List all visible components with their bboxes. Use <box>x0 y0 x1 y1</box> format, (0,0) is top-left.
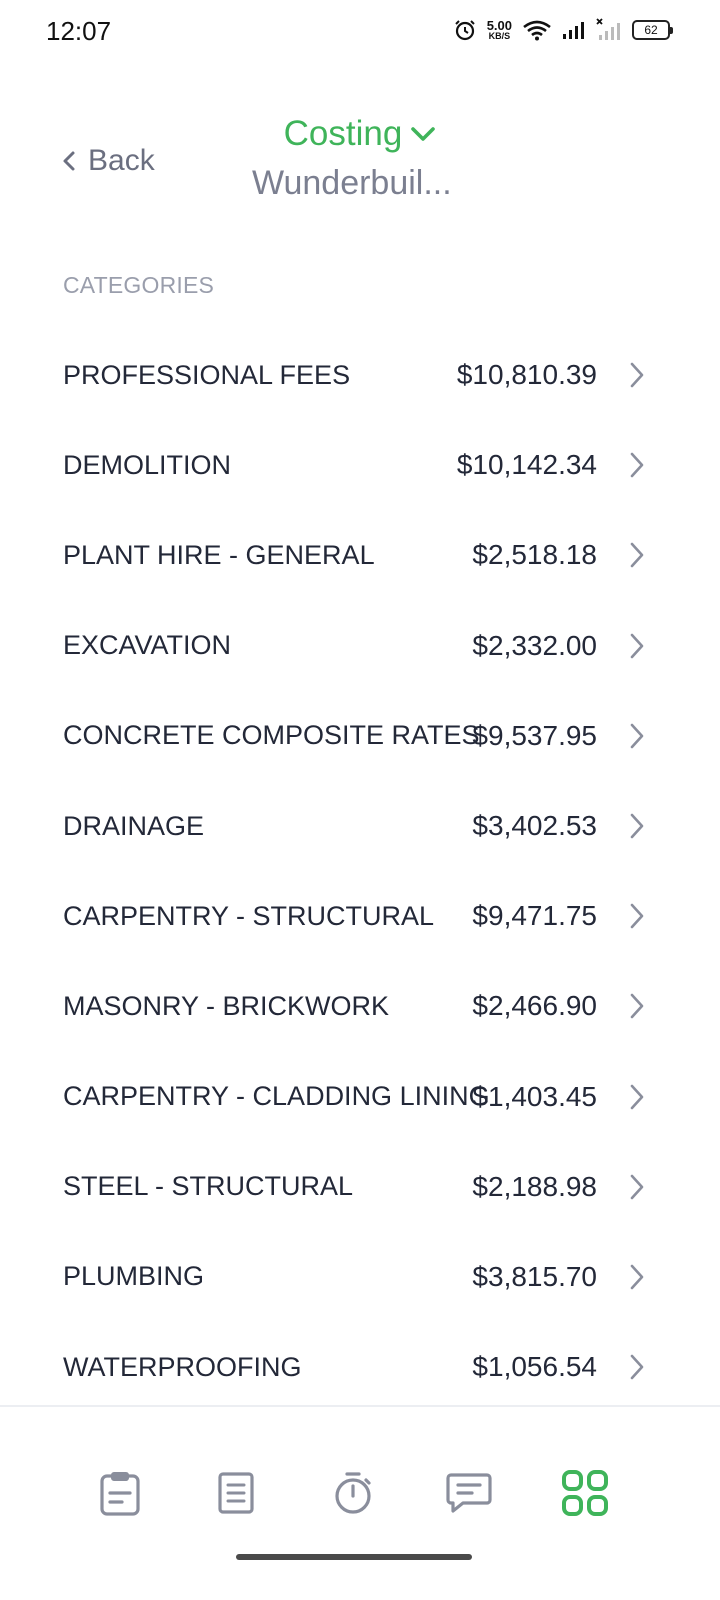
chevron-right-icon <box>626 1172 648 1202</box>
status-bar <box>0 0 720 64</box>
category-label: DEMOLITION <box>63 449 232 480</box>
category-amount: $2,188.98 <box>472 1170 597 1202</box>
wifi-icon <box>522 19 552 41</box>
category-row[interactable] <box>0 601 720 691</box>
category-label: DRAINAGE <box>63 810 205 841</box>
chevron-right-icon <box>626 991 648 1021</box>
nav-item-more[interactable] <box>555 1463 615 1523</box>
document-icon <box>216 1471 256 1515</box>
category-amount: $2,466.90 <box>472 990 597 1022</box>
costing-dropdown[interactable] <box>250 114 470 154</box>
chat-icon <box>445 1471 493 1515</box>
category-row[interactable] <box>0 1142 720 1232</box>
category-label: CARPENTRY - STRUCTURAL <box>63 900 435 931</box>
category-label: WATERPROOFING <box>63 1351 302 1382</box>
bottom-nav-items <box>0 1463 720 1523</box>
chevron-right-icon <box>626 901 648 931</box>
clipboard-icon <box>98 1469 142 1517</box>
category-row[interactable] <box>0 1322 720 1412</box>
title-group <box>250 114 470 203</box>
category-row[interactable] <box>0 330 720 420</box>
nav-item-documents[interactable] <box>206 1463 266 1523</box>
category-row[interactable] <box>0 691 720 781</box>
chevron-right-icon <box>626 721 648 751</box>
back-button[interactable] <box>62 144 155 178</box>
chevron-right-icon <box>626 811 648 841</box>
category-row[interactable] <box>0 781 720 871</box>
category-label: MASONRY - BRICKWORK <box>63 990 390 1021</box>
nav-item-timer[interactable] <box>323 1463 383 1523</box>
status-icons <box>453 18 670 42</box>
category-list <box>0 330 720 1412</box>
home-indicator[interactable] <box>236 1554 472 1560</box>
chevron-down-icon <box>410 125 436 143</box>
category-row[interactable] <box>0 871 720 961</box>
bottom-nav <box>0 1405 720 1600</box>
grid-icon <box>561 1469 609 1517</box>
category-label: EXCAVATION <box>63 630 232 661</box>
project-name: Wunderbuil... <box>252 164 452 202</box>
page-title: Costing <box>283 114 403 153</box>
category-label: PROFESSIONAL FEES <box>63 359 351 390</box>
chevron-right-icon <box>626 1352 648 1382</box>
chevron-right-icon <box>626 1082 648 1112</box>
net-speed <box>487 19 512 41</box>
net-speed-unit: KB/S <box>488 31 511 41</box>
back-label: Back <box>88 144 155 177</box>
nav-item-tasks[interactable] <box>90 1463 150 1523</box>
signal-off-icon <box>596 18 622 42</box>
category-label: CONCRETE COMPOSITE RATES <box>63 720 480 751</box>
chevron-right-icon <box>626 540 648 570</box>
category-row[interactable] <box>0 1052 720 1142</box>
section-label: CATEGORIES <box>63 272 215 298</box>
chevron-right-icon <box>626 631 648 661</box>
status-time: 12:07 <box>46 16 112 46</box>
category-label: CARPENTRY - CLADDING LINING <box>63 1081 490 1112</box>
chevron-right-icon <box>626 1262 648 1292</box>
chevron-right-icon <box>626 360 648 390</box>
category-amount: $3,402.53 <box>472 810 597 842</box>
category-amount: $1,403.45 <box>472 1080 597 1112</box>
category-label: STEEL - STRUCTURAL <box>63 1171 354 1202</box>
header <box>0 100 720 230</box>
chevron-left-icon <box>62 150 76 172</box>
category-amount: $9,537.95 <box>472 719 597 751</box>
category-amount: $10,810.39 <box>456 359 597 391</box>
chevron-right-icon <box>626 450 648 480</box>
category-row[interactable] <box>0 510 720 600</box>
category-row[interactable] <box>0 1232 720 1322</box>
category-amount: $3,815.70 <box>472 1260 597 1292</box>
category-label: PLUMBING <box>63 1261 205 1292</box>
timer-icon <box>332 1470 374 1516</box>
category-row[interactable] <box>0 420 720 510</box>
category-label: PLANT HIRE - GENERAL <box>63 539 375 570</box>
category-amount: $2,518.18 <box>472 539 597 571</box>
alarm-icon <box>453 18 477 42</box>
battery-indicator: 62 <box>632 20 670 40</box>
category-amount: $1,056.54 <box>472 1351 597 1383</box>
category-amount: $10,142.34 <box>456 449 597 481</box>
category-amount: $2,332.00 <box>472 629 597 661</box>
net-speed-value: 5.00 <box>486 18 512 33</box>
nav-item-messages[interactable] <box>439 1463 499 1523</box>
category-amount: $9,471.75 <box>472 900 597 932</box>
signal-icon <box>562 19 586 41</box>
category-row[interactable] <box>0 961 720 1051</box>
